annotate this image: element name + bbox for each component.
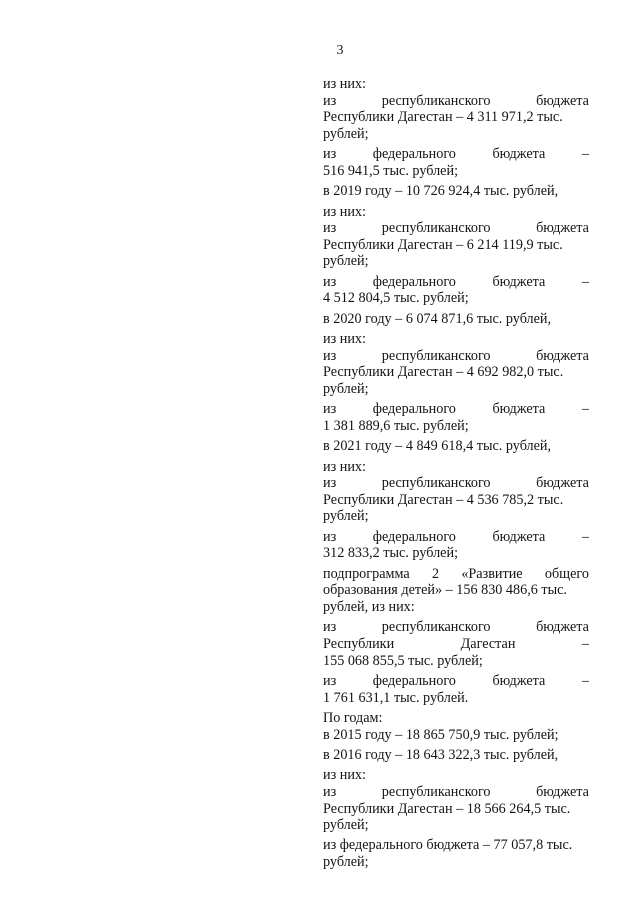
text-line: Республики Дагестан – 18 566 264,5 тыс.	[323, 800, 571, 817]
text-line: в 2020 году – 6 074 871,6 тыс. рублей,	[323, 310, 552, 327]
text-word: из	[323, 220, 337, 237]
text-word: –	[581, 672, 589, 689]
text-line: рублей;	[323, 253, 369, 270]
text-line-justified	[323, 401, 589, 418]
text-line-justified	[323, 220, 589, 237]
text-line: рублей, из них:	[323, 598, 415, 615]
text-line: 1 761 631,1 тыс. рублей.	[323, 689, 469, 706]
text-word: бюджета	[536, 92, 589, 109]
text-line: из них:	[323, 458, 366, 475]
text-line: в 2015 году – 18 865 750,9 тыс. рублей;	[323, 726, 559, 743]
text-word: федерального	[372, 146, 456, 163]
text-word: бюджета	[536, 347, 589, 364]
text-line: образования детей» – 156 830 486,6 тыс.	[323, 582, 567, 599]
text-line: 4 512 804,5 тыс. рублей;	[323, 290, 469, 307]
text-word: федерального	[372, 401, 456, 418]
text-word: –	[581, 528, 589, 545]
text-word: из	[323, 528, 337, 545]
text-word: бюджета	[492, 401, 546, 418]
text-word: подпрограмма	[323, 565, 410, 582]
text-word: бюджета	[536, 619, 589, 636]
text-word: республиканского	[381, 619, 491, 636]
text-line: в 2019 году – 10 726 924,4 тыс. рублей,	[323, 183, 559, 200]
text-line: в 2016 году – 18 643 322,3 тыс. рублей,	[323, 746, 559, 763]
text-line: Республики Дагестан – 4 536 785,2 тыс.	[323, 491, 564, 508]
text-line-justified	[323, 146, 589, 163]
text-word: из	[323, 401, 337, 418]
text-word: –	[581, 401, 589, 418]
text-word: республиканского	[381, 92, 491, 109]
text-word: бюджета	[492, 146, 546, 163]
text-word: из	[323, 619, 337, 636]
text-line-justified	[323, 566, 589, 583]
page-number: 3	[336, 43, 344, 58]
text-line: 312 833,2 тыс. рублей;	[323, 545, 459, 562]
text-line: в 2021 году – 4 849 618,4 тыс. рублей,	[323, 438, 552, 455]
text-word: общего	[544, 565, 589, 582]
text-word: бюджета	[492, 672, 546, 689]
text-word: федерального	[372, 528, 456, 545]
text-word: –	[581, 273, 589, 290]
text-line-justified	[323, 784, 589, 801]
text-line-justified	[323, 673, 589, 690]
text-word: бюджета	[536, 220, 589, 237]
text-line: из них:	[323, 331, 366, 348]
text-line: рублей;	[323, 380, 369, 397]
text-line: из них:	[323, 767, 366, 784]
text-line: Республики Дагестан – 4 692 982,0 тыс.	[323, 364, 564, 381]
document-text-column	[323, 76, 589, 871]
text-line: Республики Дагестан – 6 214 119,9 тыс.	[323, 236, 563, 253]
text-line: рублей;	[323, 817, 369, 834]
text-word: из	[323, 672, 337, 689]
text-word: из	[323, 146, 337, 163]
text-line-justified	[323, 475, 589, 492]
text-word: Дагестан	[460, 635, 516, 652]
text-word: республиканского	[381, 475, 491, 492]
text-line: рублей;	[323, 508, 369, 525]
text-line: рублей;	[323, 125, 369, 142]
text-line: из них:	[323, 203, 366, 220]
text-word: –	[581, 146, 589, 163]
text-line: Республики Дагестан – 4 311 971,2 тыс.	[323, 109, 563, 126]
text-word: из	[323, 783, 337, 800]
text-word: 2	[431, 565, 440, 582]
text-word: из	[323, 475, 337, 492]
text-word: бюджета	[492, 528, 546, 545]
text-line-justified	[323, 619, 589, 636]
text-word: бюджета	[492, 273, 546, 290]
text-word: из	[323, 273, 337, 290]
text-word: бюджета	[536, 475, 589, 492]
text-word: «Развитие	[461, 565, 523, 582]
text-line: По годам:	[323, 709, 383, 726]
text-word: федерального	[372, 273, 456, 290]
text-line-justified	[323, 636, 589, 653]
text-line: из федерального бюджета – 77 057,8 тыс.	[323, 837, 573, 854]
text-word: республиканского	[381, 783, 491, 800]
text-word: –	[581, 635, 589, 652]
text-line: из них:	[323, 76, 366, 92]
text-line: 516 941,5 тыс. рублей;	[323, 162, 459, 179]
text-line-justified	[323, 93, 589, 110]
text-word: республиканского	[381, 220, 491, 237]
text-word: из	[323, 92, 337, 109]
text-word: бюджета	[536, 783, 589, 800]
text-word: республиканского	[381, 347, 491, 364]
text-line: 1 381 889,6 тыс. рублей;	[323, 417, 469, 434]
text-line-justified	[323, 529, 589, 546]
text-line-justified	[323, 348, 589, 365]
text-word: Республики	[323, 635, 395, 652]
text-line-justified	[323, 274, 589, 291]
text-line: рублей;	[323, 854, 369, 871]
text-word: федерального	[372, 672, 456, 689]
text-line: 155 068 855,5 тыс. рублей;	[323, 652, 483, 669]
text-word: из	[323, 347, 337, 364]
